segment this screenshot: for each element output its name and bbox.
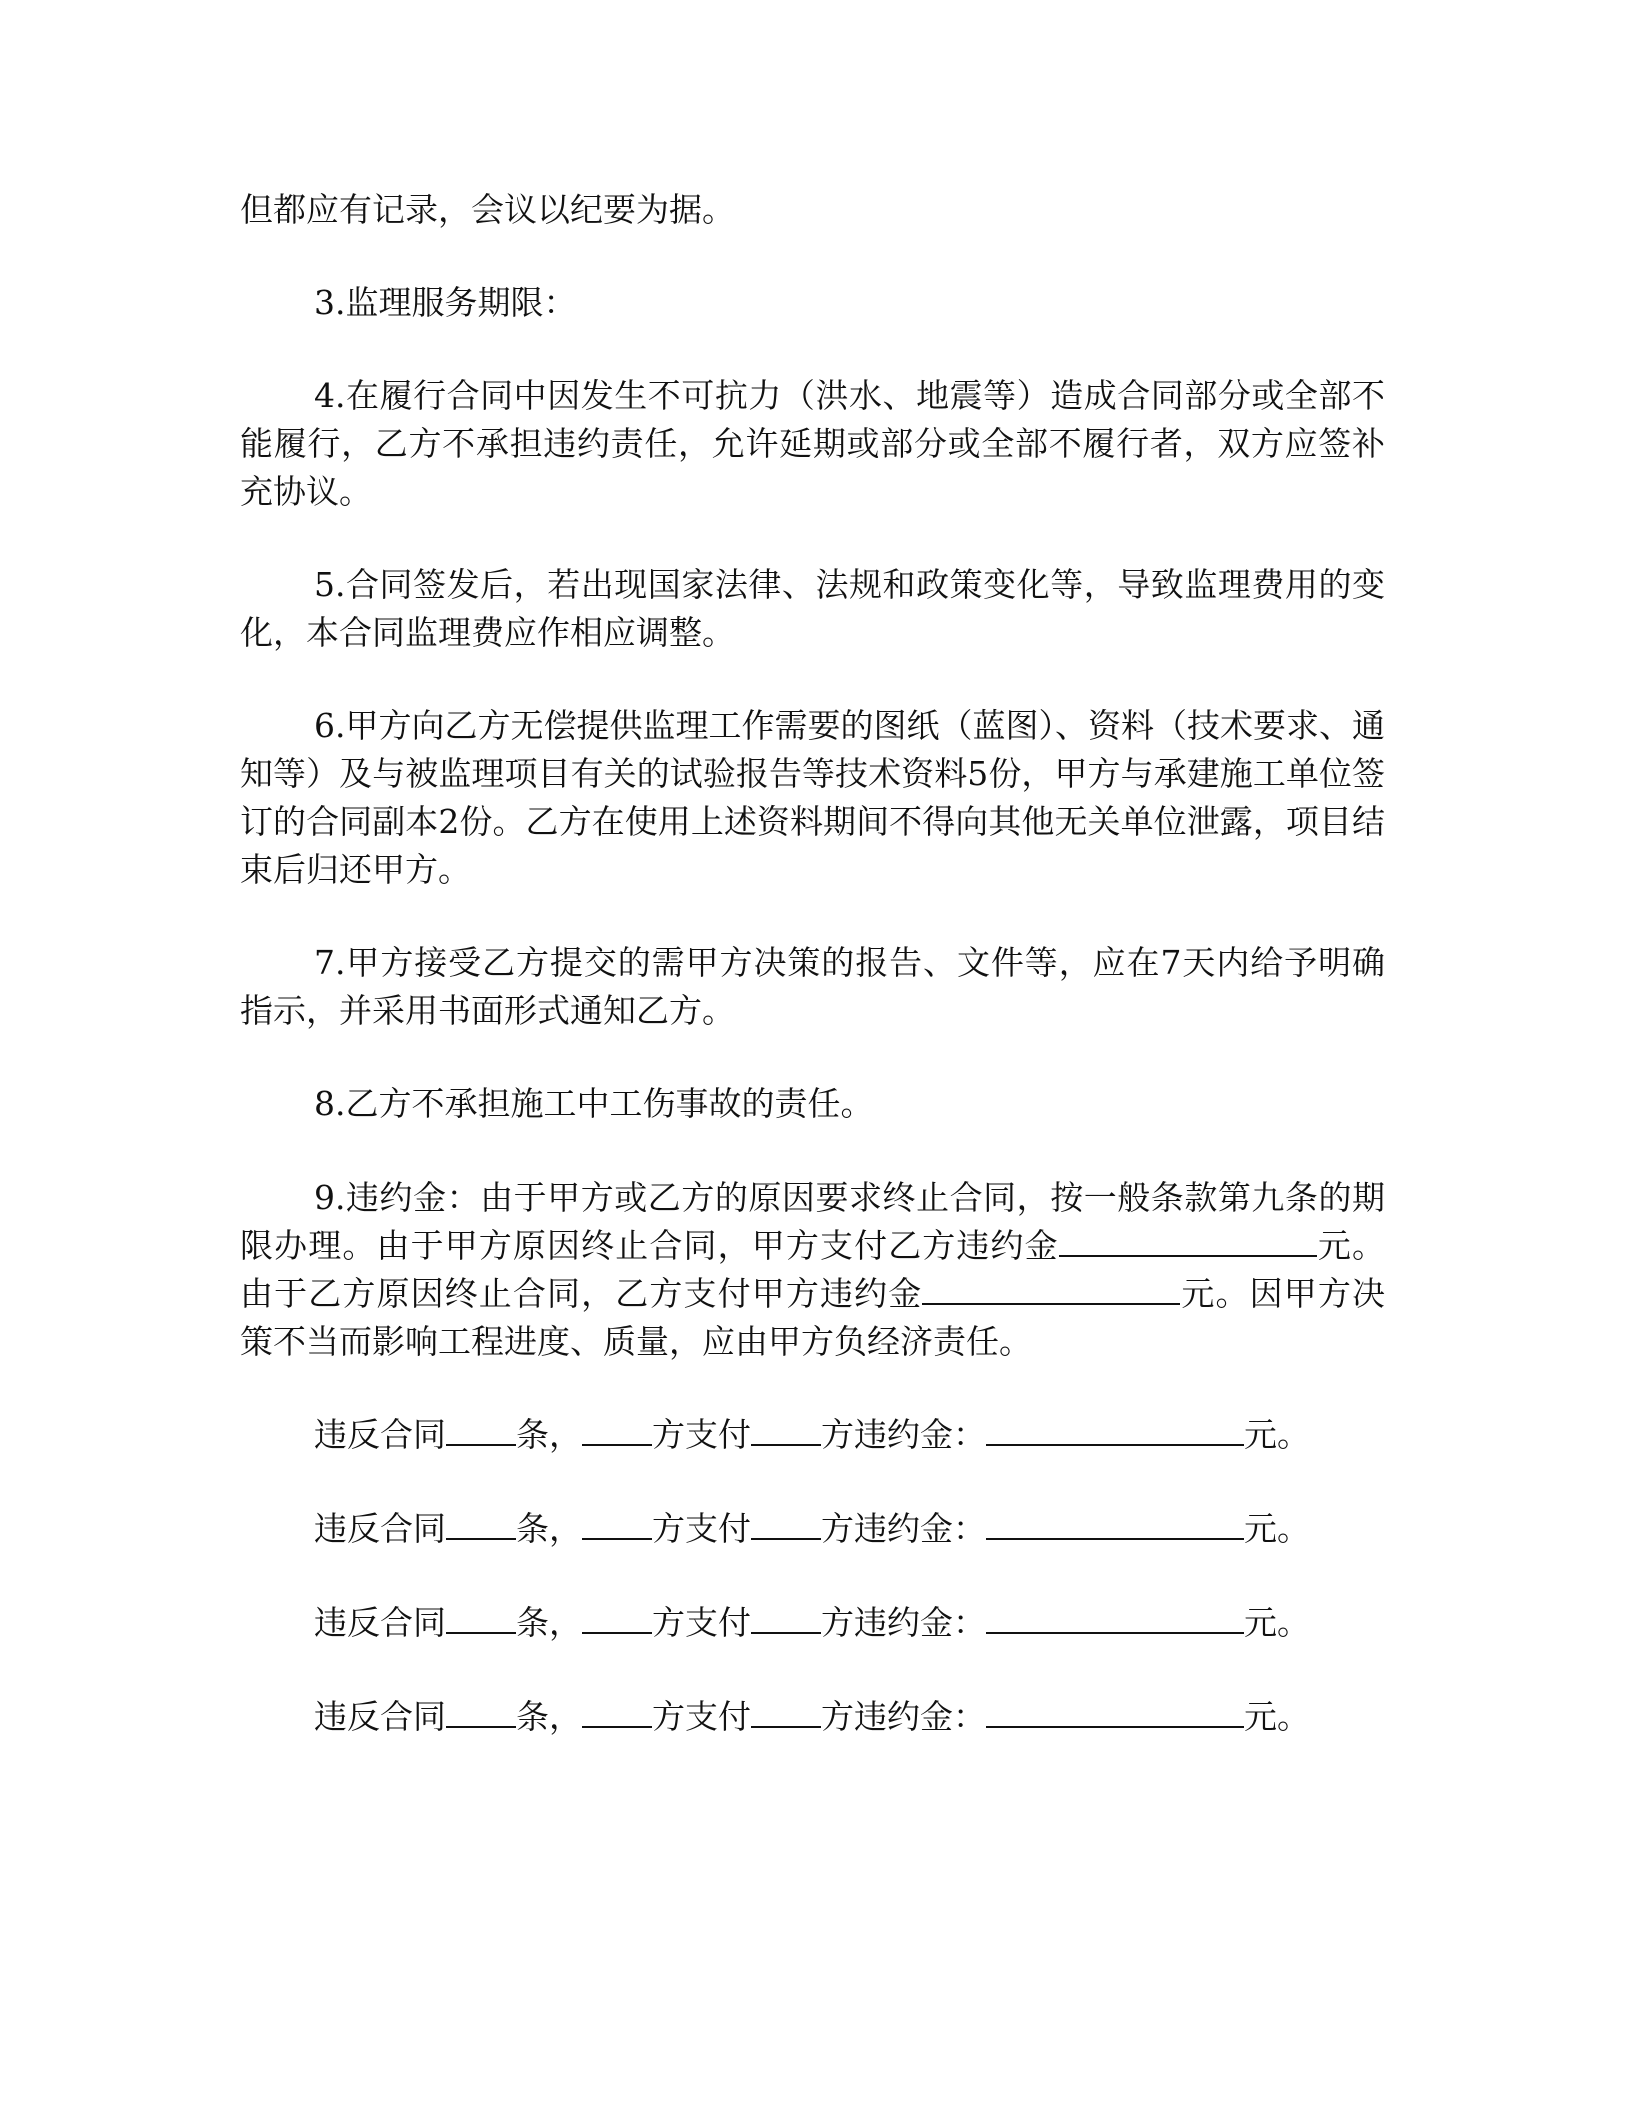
penalty-text-violate: 违反合同 bbox=[314, 1415, 446, 1454]
penalty-text-clause: 条， bbox=[516, 1509, 582, 1548]
penalty-text-clause: 条， bbox=[516, 1603, 582, 1642]
penalty-line bbox=[240, 1505, 1385, 1553]
blank-clause-number bbox=[446, 1602, 516, 1634]
blank-amount-party-a bbox=[1059, 1225, 1317, 1257]
blank-clause-number bbox=[446, 1508, 516, 1540]
blank-paying-party bbox=[582, 1508, 652, 1540]
penalty-text-violate: 违反合同 bbox=[314, 1509, 446, 1548]
penalty-text-clause: 条， bbox=[516, 1697, 582, 1736]
penalty-line bbox=[240, 1693, 1385, 1741]
paragraph-service-period: 3.监理服务期限： bbox=[314, 283, 577, 322]
paragraph-decision-reply: 7.甲方接受乙方提交的需甲方决策的报告、文件等，应在7天内给予明确指示，并采用书面形式通知乙方。 bbox=[240, 943, 1385, 1030]
penalty-text-yuan: 元。 bbox=[1244, 1603, 1310, 1642]
paragraph-fee-adjustment: 5.合同签发后，若出现国家法律、法规和政策变化等，导致监理费用的变化，本合同监理费应作相应调整。 bbox=[240, 565, 1385, 652]
penalty-text-pays: 方支付 bbox=[652, 1697, 751, 1736]
blank-paying-party bbox=[582, 1414, 652, 1446]
paragraph-liquidated-damages bbox=[240, 1174, 1385, 1366]
penalty-text-pays: 方支付 bbox=[652, 1509, 751, 1548]
paragraph-meeting-record: 但都应有记录，会议以纪要为据。 bbox=[240, 190, 735, 229]
penalty-text-yuan: 元。 bbox=[1244, 1415, 1310, 1454]
clause9-part1: 9.违约金：由于甲方或乙方的原因要求终止合同，按一般条款第九条的期限办理。由于甲方原因终止合同，甲方支付乙方违约金 bbox=[240, 1178, 1385, 1265]
blank-penalty-amount bbox=[986, 1414, 1244, 1446]
clause9-part3: 元。因甲方决策不当而影响工程进度、质量，应由甲方负经济责任。 bbox=[240, 1274, 1386, 1361]
penalty-line bbox=[240, 1411, 1385, 1459]
penalty-text-damages: 方违约金： bbox=[821, 1415, 986, 1454]
blank-paying-party bbox=[582, 1696, 652, 1728]
penalty-text-yuan: 元。 bbox=[1244, 1697, 1310, 1736]
blank-receiving-party bbox=[751, 1696, 821, 1728]
paragraph-injury-liability: 8.乙方不承担施工中工伤事故的责任。 bbox=[314, 1084, 874, 1123]
penalty-text-clause: 条， bbox=[516, 1415, 582, 1454]
blank-amount-party-b bbox=[922, 1273, 1180, 1305]
blank-penalty-amount bbox=[986, 1508, 1244, 1540]
blank-receiving-party bbox=[751, 1414, 821, 1446]
penalty-text-violate: 违反合同 bbox=[314, 1603, 446, 1642]
blank-clause-number bbox=[446, 1696, 516, 1728]
blank-paying-party bbox=[582, 1602, 652, 1634]
clause9-part2: 元。由于乙方原因终止合同，乙方支付甲方违约金 bbox=[240, 1226, 1386, 1313]
paragraph-force-majeure: 4.在履行合同中因发生不可抗力（洪水、地震等）造成合同部分或全部不能履行，乙方不承担违约责任，允许延期或部分或全部不履行者，双方应签补充协议。 bbox=[240, 376, 1385, 511]
penalty-text-violate: 违反合同 bbox=[314, 1697, 446, 1736]
penalty-text-damages: 方违约金： bbox=[821, 1697, 986, 1736]
paragraph-documents-provided: 6.甲方向乙方无偿提供监理工作需要的图纸（蓝图）、资料（技术要求、通知等）及与被监理项目有关的试验报告等技术资料5份，甲方与承建施工单位签订的合同副本2份。乙方在使用上述资料期间不得向其他无关单位泄露，项目结束后归还甲方。 bbox=[240, 706, 1385, 889]
blank-receiving-party bbox=[751, 1508, 821, 1540]
penalty-text-damages: 方违约金： bbox=[821, 1509, 986, 1548]
penalty-text-pays: 方支付 bbox=[652, 1603, 751, 1642]
penalty-line bbox=[240, 1599, 1385, 1647]
penalty-text-yuan: 元。 bbox=[1244, 1509, 1310, 1548]
blank-penalty-amount bbox=[986, 1696, 1244, 1728]
blank-penalty-amount bbox=[986, 1602, 1244, 1634]
penalty-text-damages: 方违约金： bbox=[821, 1603, 986, 1642]
blank-receiving-party bbox=[751, 1602, 821, 1634]
penalty-text-pays: 方支付 bbox=[652, 1415, 751, 1454]
blank-clause-number bbox=[446, 1414, 516, 1446]
document-body bbox=[240, 186, 1385, 1787]
